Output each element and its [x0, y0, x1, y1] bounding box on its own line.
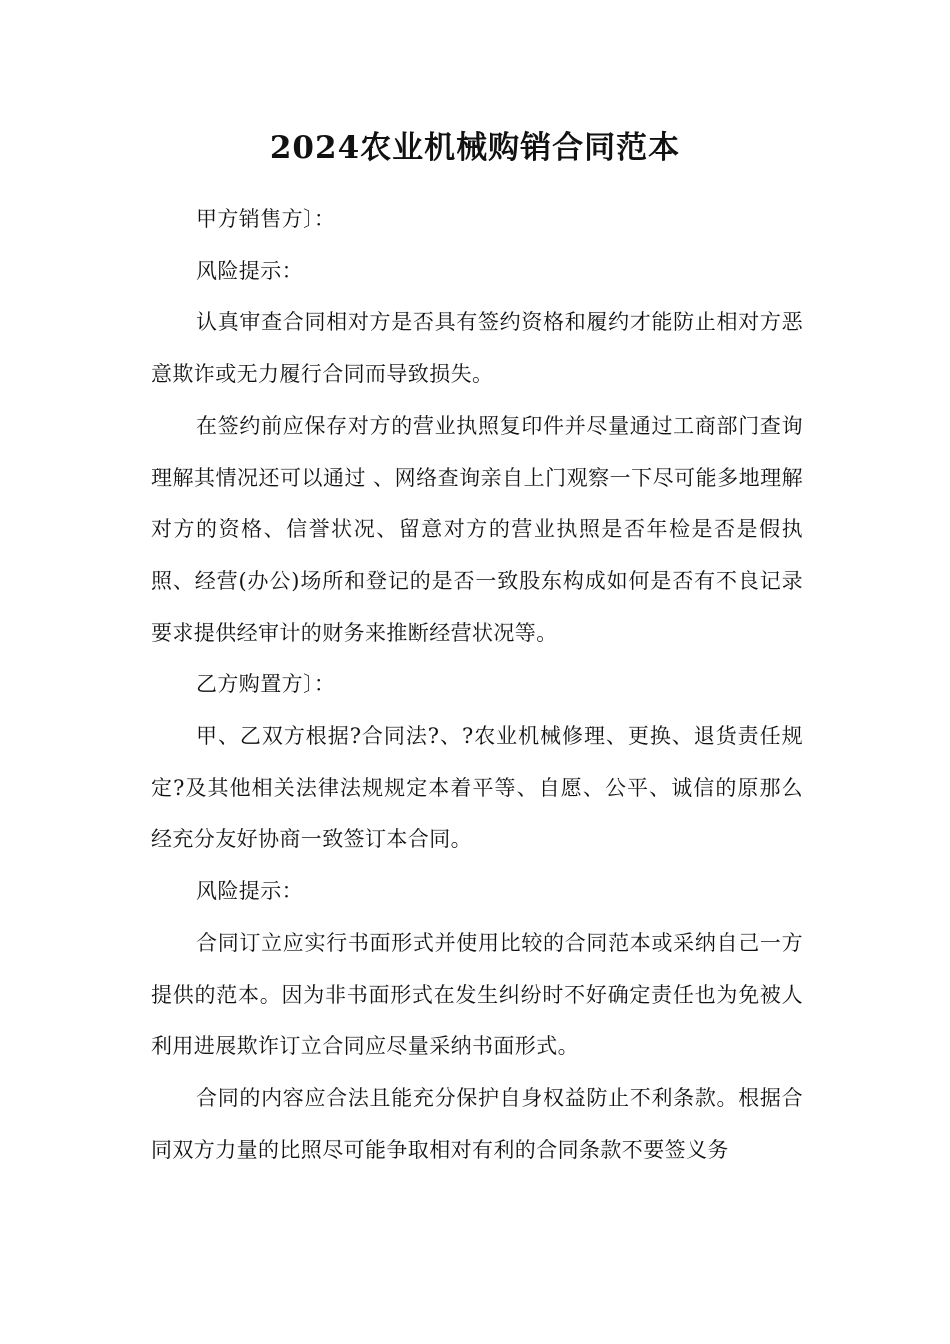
document-body: [151, 194, 803, 1176]
paragraph-risk-heading-2: 风险提示：: [196, 879, 303, 904]
paragraph-party-b: 乙方购置方〕：: [196, 672, 336, 697]
paragraph-party-a: 甲方销售方〕：: [196, 207, 336, 231]
document-title: 2024农业机械购销合同范本: [269, 130, 681, 166]
paragraph-legal-basis: 甲、乙双方根据?合同法?、?农业机械修理、更换、退货责任规定?及其他相关法律法规规定本着平等、自愿、公平、诚信的原那么经充分友好协商一致签订本合同。: [151, 724, 803, 852]
paragraph-risk-heading-1: 风险提示：: [196, 258, 303, 283]
paragraph-license-check: 在签约前应保存对方的营业执照复印件并尽量通过工商部门查询理解其情况还可以通过 、网络查询亲自上门观察一下尽可能多地理解对方的资格、信誉状况、留意对方的营业执照是否年检是否是假执照、经营(办公)场所和登记的是否一致股东构成如何是否有不良记录要求提供经审计的财务来推断经营状况等。: [151, 413, 803, 645]
paragraph-contract-content: 合同的内容应合法且能充分保护自身权益防止不利条款。根据合同双方力量的比照尽可能争取相对有利的合同条款不要签义务: [151, 1085, 803, 1162]
paragraph-written-form: 合同订立应实行书面形式并使用比较的合同范本或采纳自己一方提供的范本。因为非书面形式在发生纠纷时不好确定责任也为免被人利用进展欺诈订立合同应尽量采纳书面形式。: [151, 930, 803, 1059]
paragraph-review-qualification: 认真审查合同相对方是否具有签约资格和履约才能防止相对方恶意欺诈或无力履行合同而导致损失。: [151, 310, 803, 387]
